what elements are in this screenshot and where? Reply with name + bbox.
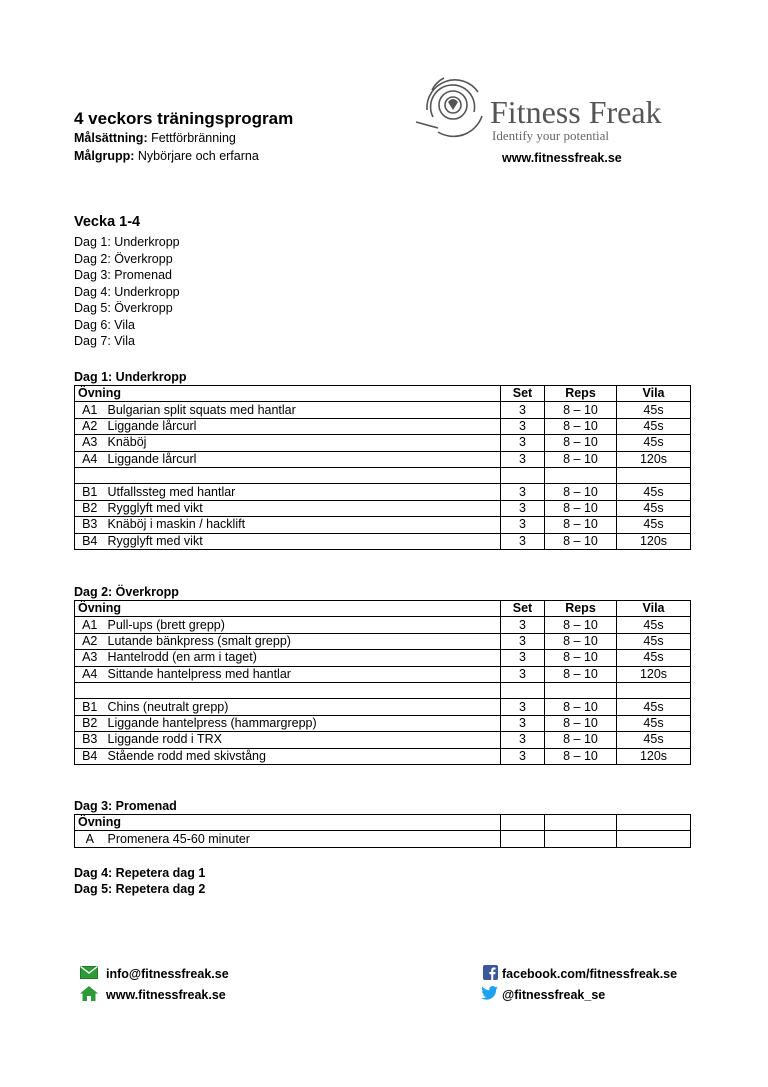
exercise-name: Bulgarian split squats med hantlar: [105, 402, 501, 418]
exercise-reps: 8 – 10: [545, 517, 617, 533]
goal-value: Fettförbränning: [151, 131, 236, 145]
repeat-day5: Dag 5: Repetera dag 2: [74, 882, 206, 896]
table-row: [75, 402, 691, 418]
table-row: [75, 500, 691, 516]
logo-wordmark: Fitness Freak: [490, 94, 662, 130]
table-row: [75, 699, 691, 715]
facebook-icon: [483, 965, 498, 980]
exercise-rest: 45s: [617, 699, 691, 715]
table-row: [75, 484, 691, 500]
exercise-name: Liggande rodd i TRX: [105, 732, 501, 748]
table-row: [75, 666, 691, 682]
logo-tagline: Identify your potential: [492, 128, 609, 143]
exercise-code: A4: [75, 451, 105, 467]
exercise-code: B1: [75, 484, 105, 500]
exercise-name: Knäböj: [105, 435, 501, 451]
table-row: [75, 633, 691, 649]
exercise-code: A4: [75, 666, 105, 682]
exercise-code: B4: [75, 533, 105, 549]
col-exercise: Övning: [75, 601, 501, 617]
exercise-code: A2: [75, 633, 105, 649]
exercise-reps: 8 – 10: [545, 666, 617, 682]
exercise-name: Stående rodd med skivstång: [105, 748, 501, 764]
table-header-row: [75, 601, 691, 617]
exercise-code: A2: [75, 418, 105, 434]
table-row: [75, 732, 691, 748]
exercise-rest: 120s: [617, 748, 691, 764]
exercise-rest: 45s: [617, 715, 691, 731]
exercise-name: Utfallssteg med hantlar: [105, 484, 501, 500]
week-day-item: Dag 4: Underkropp: [74, 284, 180, 299]
exercise-reps: 8 – 10: [545, 418, 617, 434]
exercise-reps: 8 – 10: [545, 500, 617, 516]
exercise-code: A3: [75, 650, 105, 666]
exercise-rest: 45s: [617, 517, 691, 533]
goal-line: [74, 130, 236, 146]
group-value: Nybörjare och erfarna: [137, 149, 259, 163]
table-row: [75, 748, 691, 764]
exercise-reps: 8 – 10: [545, 732, 617, 748]
exercise-code: B2: [75, 715, 105, 731]
table-row: [75, 517, 691, 533]
page-title: 4 veckors träningsprogram: [74, 109, 294, 128]
exercise-rest: 45s: [617, 484, 691, 500]
exercise-reps: 8 – 10: [545, 699, 617, 715]
exercise-set: 3: [501, 699, 545, 715]
exercise-rest: 120s: [617, 666, 691, 682]
group-line: [74, 148, 259, 164]
day1-title: Dag 1: Underkropp: [74, 370, 187, 384]
exercise-reps: 8 – 10: [545, 451, 617, 467]
exercise-rest: 45s: [617, 617, 691, 633]
exercise-reps: 8 – 10: [545, 533, 617, 549]
week-day-item: Dag 1: Underkropp: [74, 235, 180, 249]
exercise-rest: 45s: [617, 633, 691, 649]
exercise-set: 3: [501, 451, 545, 467]
exercise-set: 3: [501, 402, 545, 418]
exercise-code: A3: [75, 435, 105, 451]
exercise-set: 3: [501, 633, 545, 649]
exercise-rest: 120s: [617, 451, 691, 467]
exercise-code: A: [75, 831, 105, 847]
exercise-code: B3: [75, 732, 105, 748]
repeat-day4: Dag 4: Repetera dag 1: [74, 866, 206, 880]
group-label: Målgrupp:: [74, 149, 135, 163]
exercise-name: Knäböj i maskin / hacklift: [105, 517, 501, 533]
col-rest: Vila: [617, 386, 691, 402]
exercise-reps: 8 – 10: [545, 748, 617, 764]
week-title: Vecka 1-4: [74, 214, 141, 230]
exercise-name: Pull-ups (brett grepp): [105, 617, 501, 633]
table-row: [75, 533, 691, 549]
exercise-name: Sittande hantelpress med hantlar: [105, 666, 501, 682]
col-reps: Reps: [545, 386, 617, 402]
week-day-item: Dag 2: Överkropp: [74, 251, 173, 266]
day2-table: [74, 600, 691, 765]
exercise-code: B3: [75, 517, 105, 533]
col-set: Set: [501, 386, 545, 402]
exercise-reps: 8 – 10: [545, 484, 617, 500]
email-icon: [80, 966, 98, 979]
exercise-reps: 8 – 10: [545, 402, 617, 418]
col-set: Set: [501, 601, 545, 617]
exercise-code: B1: [75, 699, 105, 715]
col-exercise: Övning: [75, 815, 501, 831]
table-spacer-row: [75, 682, 691, 698]
exercise-set: 3: [501, 715, 545, 731]
day1-table: [74, 385, 691, 550]
footer-website-link[interactable]: www.fitnessfreak.se: [106, 988, 226, 1002]
table-header-row: [75, 815, 691, 831]
exercise-rest: 120s: [617, 533, 691, 549]
exercise-code: B2: [75, 500, 105, 516]
col-rest: Vila: [617, 601, 691, 617]
home-icon: [80, 986, 98, 1001]
exercise-rest: 45s: [617, 402, 691, 418]
day3-title: Dag 3: Promenad: [74, 799, 177, 813]
col-exercise: Övning: [75, 386, 501, 402]
day3-table: [74, 814, 691, 848]
header-website-link[interactable]: www.fitnessfreak.se: [502, 151, 622, 165]
footer-facebook-link[interactable]: facebook.com/fitnessfreak.se: [502, 967, 678, 981]
exercise-name: Liggande lårcurl: [105, 418, 501, 434]
footer-email-link[interactable]: info@fitnessfreak.se: [106, 967, 229, 981]
footer-twitter-link[interactable]: @fitnessfreak_se: [502, 988, 606, 1002]
table-row: [75, 831, 691, 847]
exercise-reps: 8 – 10: [545, 650, 617, 666]
twitter-icon: [481, 986, 498, 1000]
exercise-name: Liggande lårcurl: [105, 451, 501, 467]
week-day-item: Dag 3: Promenad: [74, 268, 172, 282]
exercise-name: Hantelrodd (en arm i taget): [105, 650, 501, 666]
exercise-rest: 45s: [617, 650, 691, 666]
exercise-set: 3: [501, 732, 545, 748]
exercise-rest: 45s: [617, 435, 691, 451]
exercise-name: Rygglyft med vikt: [105, 533, 501, 549]
exercise-set: 3: [501, 484, 545, 500]
goal-label: Målsättning:: [74, 131, 148, 145]
exercise-set: 3: [501, 617, 545, 633]
exercise-set: 3: [501, 650, 545, 666]
exercise-set: 3: [501, 435, 545, 451]
exercise-reps: 8 – 10: [545, 715, 617, 731]
exercise-reps: 8 – 10: [545, 435, 617, 451]
exercise-set: 3: [501, 748, 545, 764]
exercise-code: B4: [75, 748, 105, 764]
exercise-rest: 45s: [617, 732, 691, 748]
exercise-set: 3: [501, 666, 545, 682]
exercise-name: Chins (neutralt grepp): [105, 699, 501, 715]
exercise-rest: 45s: [617, 418, 691, 434]
table-header-row: [75, 386, 691, 402]
table-row: [75, 650, 691, 666]
exercise-code: A1: [75, 402, 105, 418]
exercise-rest: 45s: [617, 500, 691, 516]
day2-title: Dag 2: Överkropp: [74, 585, 179, 599]
exercise-set: 3: [501, 533, 545, 549]
exercise-set: 3: [501, 500, 545, 516]
week-day-item: Dag 5: Överkropp: [74, 301, 173, 315]
week-day-item: Dag 7: Vila: [74, 334, 135, 348]
exercise-reps: 8 – 10: [545, 633, 617, 649]
exercise-reps: 8 – 10: [545, 617, 617, 633]
table-row: [75, 715, 691, 731]
col-reps: Reps: [545, 601, 617, 617]
exercise-name: Promenera 45-60 minuter: [105, 831, 501, 847]
table-row: [75, 435, 691, 451]
exercise-code: A1: [75, 617, 105, 633]
week-day-list: [74, 234, 180, 350]
table-row: [75, 418, 691, 434]
fitness-freak-logo: [408, 72, 698, 142]
exercise-name: Rygglyft med vikt: [105, 500, 501, 516]
exercise-name: Liggande hantelpress (hammargrepp): [105, 715, 501, 731]
table-row: [75, 617, 691, 633]
exercise-name: Lutande bänkpress (smalt grepp): [105, 633, 501, 649]
week-day-item: Dag 6: Vila: [74, 317, 135, 332]
exercise-set: 3: [501, 418, 545, 434]
table-row: [75, 451, 691, 467]
exercise-set: 3: [501, 517, 545, 533]
table-spacer-row: [75, 467, 691, 483]
